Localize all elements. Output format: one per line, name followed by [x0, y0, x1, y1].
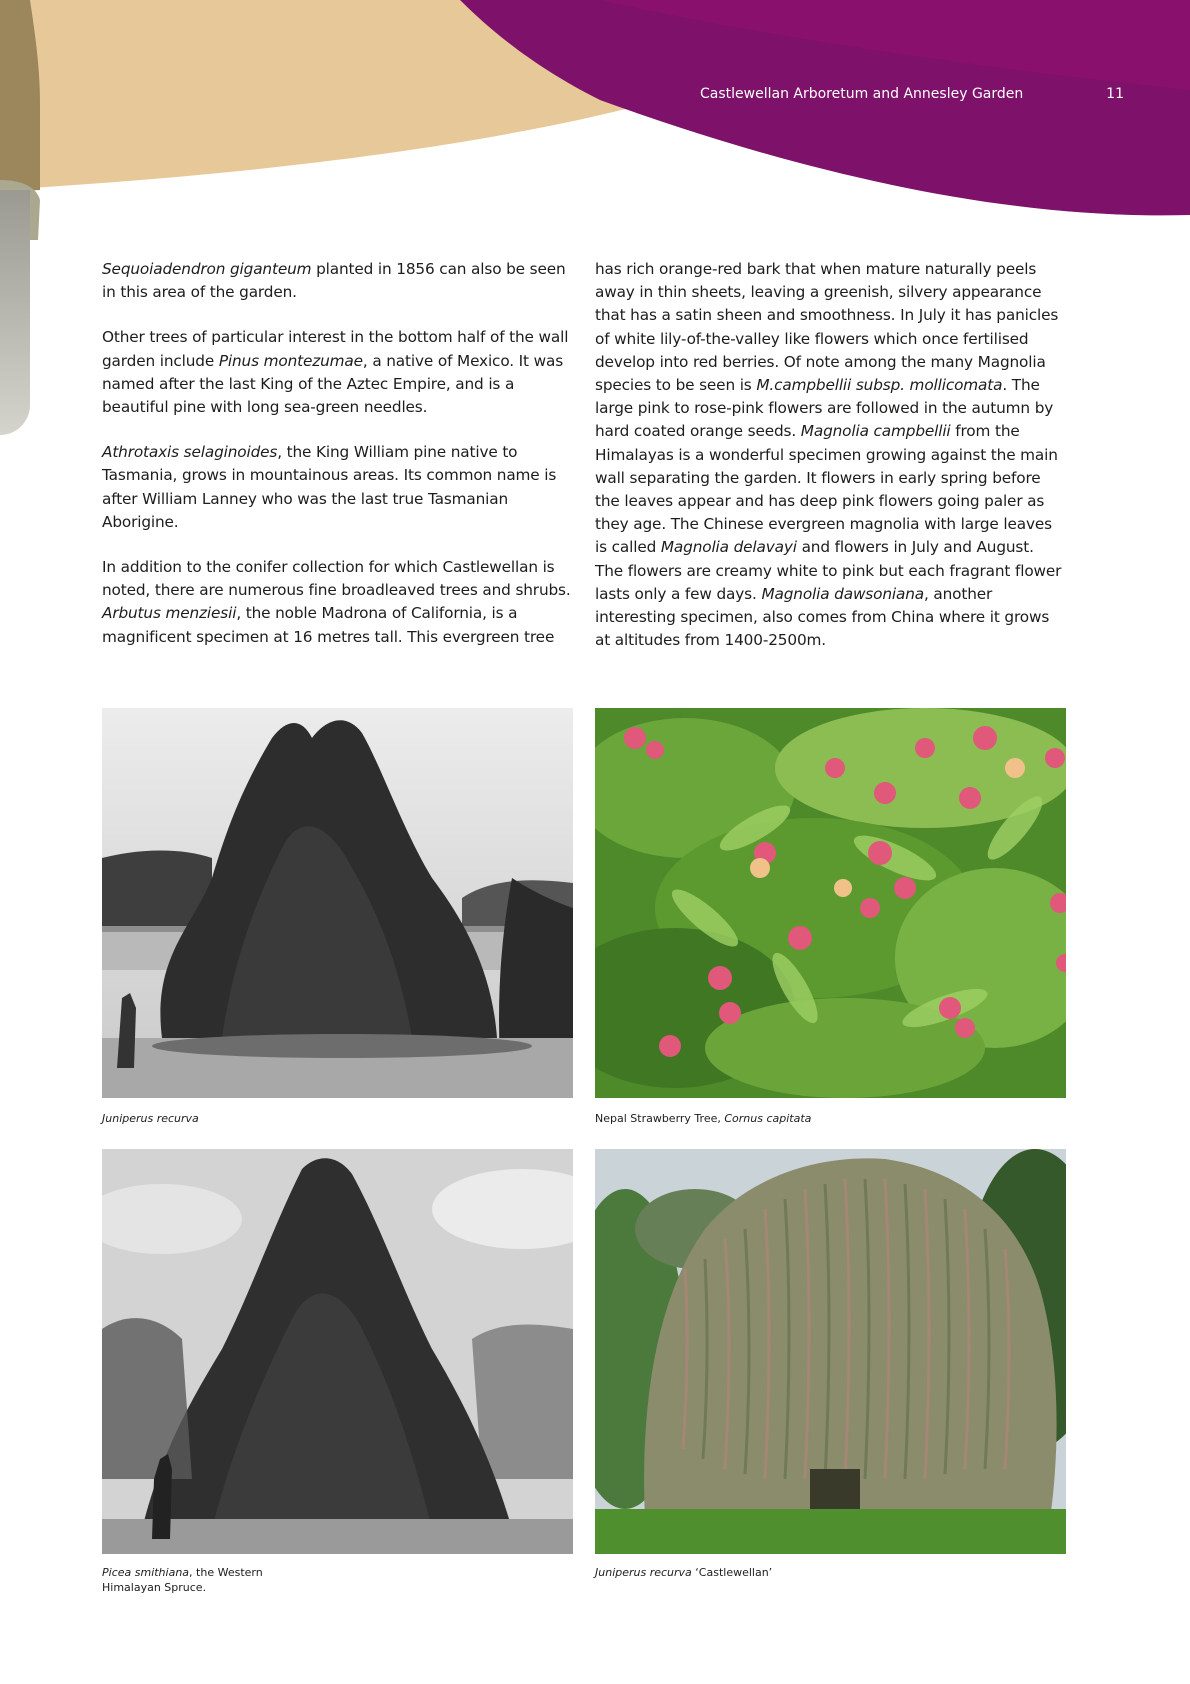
paragraph — [102, 258, 572, 304]
italic-text: Magnolia delavayi — [660, 538, 797, 557]
paragraph — [102, 326, 572, 419]
text-run: Nepal Strawberry Tree, — [595, 1112, 725, 1125]
italic-text: M.campbellii subsp. mollicomata — [756, 376, 1003, 395]
paragraph — [102, 556, 572, 649]
figure-caption — [595, 1111, 995, 1126]
text-run: Other trees of particular interest in the bottom half of the wall garden include — [102, 328, 569, 370]
text-run: from the Himalayas is a wonderful specimen growing against the main wall separating the garden. It flowers in early spring before the leaves appear and has deep pink flowers going paler as they age. The Chinese evergreen magnolia with large leaves is called — [595, 422, 1058, 557]
italic-text: Magnolia dawsoniana — [761, 584, 924, 603]
italic-text: Picea smithiana — [102, 1566, 190, 1579]
running-head — [700, 86, 1130, 102]
italic-text: Magnolia campbellii — [800, 422, 951, 441]
italic-text: Arbutus menziesii — [102, 604, 237, 623]
paragraph — [595, 258, 1065, 652]
figure-caption — [595, 1565, 895, 1580]
italic-text: Juniperus recurva — [102, 1112, 199, 1125]
photo-picea-smithiana — [102, 1149, 573, 1554]
right-column — [595, 258, 1065, 652]
figure-caption — [102, 1565, 302, 1595]
text-run: and flowers in July and August. The flowers are creamy white to pink but each fragrant flower lasts only a few days. — [595, 538, 1062, 603]
text-run: ‘Castlewellan’ — [691, 1566, 773, 1579]
italic-text: Cornus capitata — [724, 1112, 812, 1125]
text-run: planted in 1856 can also be seen in this area of the garden. — [102, 260, 566, 302]
text-run: , the Western Himalayan Spruce. — [102, 1566, 263, 1594]
italic-text: Athrotaxis selaginoides — [102, 443, 278, 462]
photo-cornus-capitata — [595, 708, 1066, 1098]
text-run: , a native of Mexico. It was named after the last King of the Aztec Empire, and is a beautiful pine with long sea-green needles. — [102, 351, 564, 417]
text-run: , the King William pine native to Tasmania, grows in mountainous areas. Its common name is after William Lanney who was the last true Tasmanian Aborigine. — [102, 443, 557, 531]
page-number: 11 — [1106, 86, 1124, 102]
italic-text: Juniperus recurva — [595, 1566, 692, 1579]
publication-title: Castlewellan Arboretum and Annesley Garden — [700, 86, 1024, 102]
header-decoration — [0, 0, 1190, 240]
text-run: has rich orange-red bark that when mature naturally peels away in thin sheets, leaving a greenish, silvery appearance that has a satin sheen and smoothness. In July it has panicles of white lily-of-the-valley like flowers which once fertilised develop into red berries. Of note among the many Magnolia species to be seen is — [595, 260, 1059, 395]
paragraph — [102, 441, 572, 534]
italic-text: Pinus montezumae — [218, 351, 363, 370]
photo-juniperus-recurva — [102, 708, 573, 1098]
figure-caption — [102, 1111, 402, 1126]
text-run: , another interesting specimen, also comes from China where it grows at altitudes from 1400-2500m. — [595, 584, 1050, 650]
text-run: . The large pink to rose-pink flowers are followed in the autumn by hard coated orange seeds. — [595, 376, 1054, 441]
photo-juniperus-recurva-castlewellan — [595, 1149, 1066, 1554]
text-run: , the noble Madrona of California, is a magnificent specimen at 16 metres tall. This evergreen tree — [102, 604, 555, 646]
italic-text: Sequoiadendron giganteum — [102, 260, 312, 278]
text-run: In addition to the conifer collection for which Castlewellan is noted, there are numerous fine broadleaved trees and shrubs. — [102, 558, 571, 600]
olive-swoosh — [0, 0, 40, 192]
left-edge-photo-fragment — [0, 190, 30, 435]
left-column — [102, 258, 572, 649]
